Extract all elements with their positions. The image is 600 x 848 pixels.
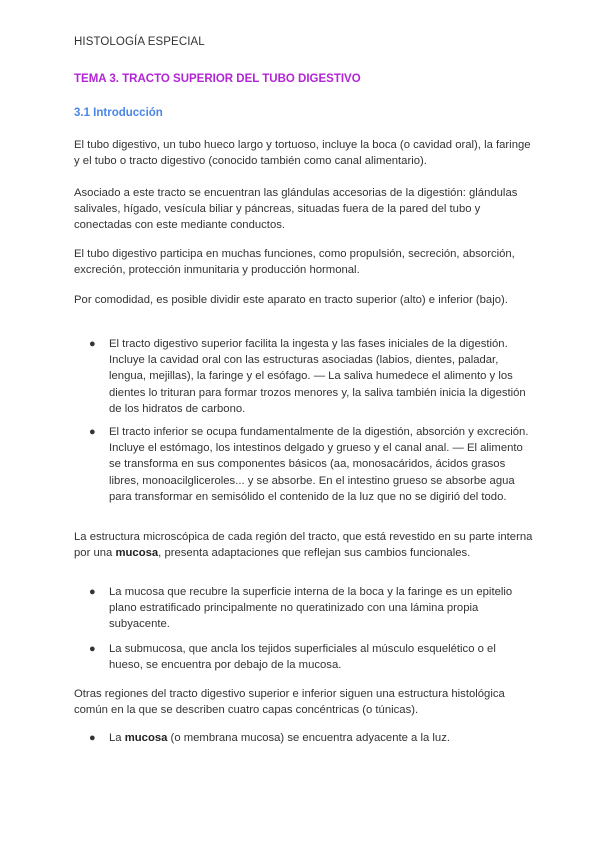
list-item-text: La mucosa que recubre la superficie interna de la boca y la faringe es un epitelio plano estratificado principalmente no queratinizado con una lámina propia subyacente. [109, 586, 513, 631]
bold-term-mucosa: mucosa [115, 547, 159, 560]
paragraph-1: El tubo digestivo, un tubo hueco largo y tortuoso, incluye la boca (o cavidad oral), la faringe y el tubo o tracto digestivo (conocido también como canal alimentario). [74, 139, 531, 168]
list-item-text [109, 730, 529, 746]
bullet-icon: ● [89, 586, 96, 598]
paragraph-5 [74, 529, 534, 561]
list-item [74, 730, 534, 746]
list-item-text-a: La [109, 732, 125, 744]
list-item-text-b: (o membrana mucosa) se encuentra adyacente a la luz. [167, 732, 450, 744]
bold-term-mucosa: mucosa [124, 732, 168, 744]
paragraph-6: Otras regiones del tracto digestivo superior e inferior siguen una estructura histológica común en la que se describen cuatro capas concéntricas (o túnicas). [74, 688, 505, 717]
page-header: HISTOLOGÍA ESPECIAL [74, 36, 205, 48]
bullet-icon: ● [89, 426, 96, 438]
bullet-icon: ● [89, 338, 96, 350]
paragraph-5-text-a: La estructura microscópica de cada región del tracto, que está revestido en su parte interna por una [74, 531, 533, 560]
bullet-icon: ● [89, 732, 96, 744]
bullet-icon: ● [89, 643, 96, 655]
list-item-text: El tracto inferior se ocupa fundamentalmente de la digestión, absorción y excreción. Incluye el estómago, los intestinos delgado y grueso y el canal anal. — El alimento se transforma en sus componentes básicos (aa, monosacáridos, ácidos grasos libres, monoacilgliceroles... y se absorbe. En el intestino grueso se absorbe agua para transformar en semisólido el contenido de la luz que no se digirió del todo. [109, 426, 529, 503]
paragraph-3: El tubo digestivo participa en muchas funciones, como propulsión, secreción, absorción, excreción, protección inmunitaria y producción hormonal. [74, 248, 515, 277]
list-item [74, 641, 534, 673]
chapter-title: TEMA 3. TRACTO SUPERIOR DEL TUBO DIGESTIVO [74, 73, 361, 85]
section-heading: 3.1 Introducción [74, 107, 163, 119]
list-item [74, 336, 534, 417]
list-item [74, 424, 534, 505]
paragraph-4: Por comodidad, es posible dividir este aparato en tracto superior (alto) e inferior (bajo). [74, 294, 508, 306]
list-item-text: La submucosa, que ancla los tejidos superficiales al músculo esquelético o el hueso, se encuentra por debajo de la mucosa. [109, 643, 496, 672]
paragraph-5-text-b: , presenta adaptaciones que reflejan sus cambios funcionales. [158, 547, 471, 560]
paragraph-2: Asociado a este tracto se encuentran las glándulas accesorias de la digestión: glándulas salivales, hígado, vesícula biliar y páncreas, situadas fuera de la pared del tubo y conectadas con este mediante conductos. [74, 187, 518, 232]
list-item [74, 584, 534, 633]
list-item-text: El tracto digestivo superior facilita la ingesta y las fases iniciales de la digestión. Incluye la cavidad oral con las estructuras asociadas (labios, dientes, paladar, lengua, mejillas), la faringe y el esófago. — La saliva humedece el alimento y los dientes lo trituran para formar trozos menores y, la saliva también inicia la digestión de los hidratos de carbono. [109, 338, 526, 415]
